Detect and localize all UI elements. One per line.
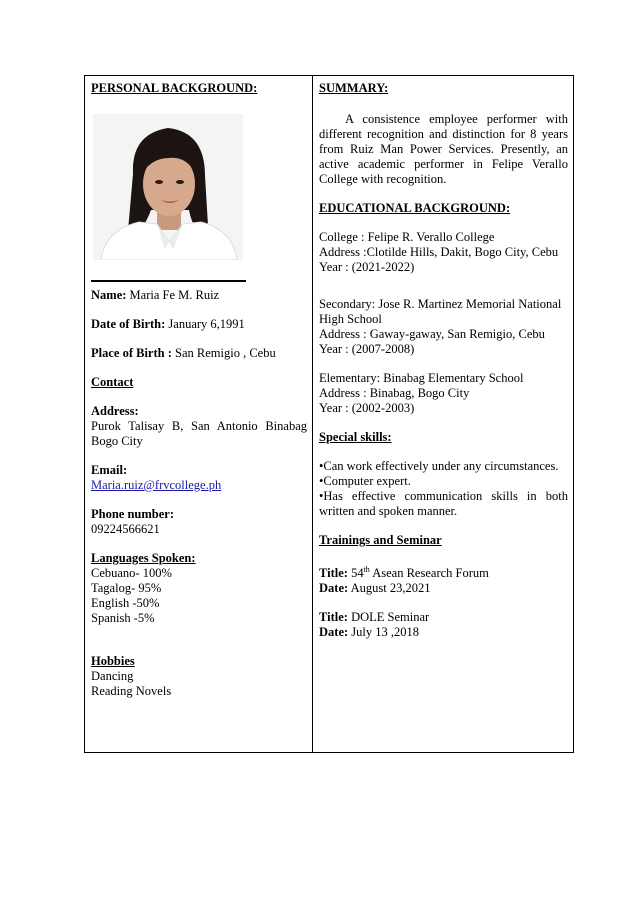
training1-date-value: August 23,2021 [350, 581, 431, 596]
email-label: Email: [91, 463, 128, 477]
college-address: Address :Clotilde Hills, Dakit, Bogo City, Cebu [319, 245, 559, 259]
training2-title-label: Title: [319, 610, 348, 625]
personal-background-heading: PERSONAL BACKGROUND: [91, 81, 258, 95]
summary-text: A consistence employee performer with different recognition and distinction for 8 years from Ruiz Man Power Services. Presently, an active academic performer in Felipe Verallo College with recognition. [319, 112, 568, 186]
training2-date-value: July 13 ,2018 [351, 625, 419, 640]
profile-photo-illustration [93, 114, 243, 260]
elementary-line: Elementary: Binabag Elementary School [319, 371, 524, 385]
phone-value: 09224566621 [91, 522, 160, 536]
contact-heading: Contact [91, 375, 134, 389]
secondary-line: Secondary: Jose R. Martinez Memorial National High School [319, 297, 562, 326]
dob-line [91, 317, 307, 332]
name-line [91, 288, 307, 303]
dob-value: January 6,1991 [168, 317, 245, 331]
pob-value: San Remigio , Cebu [175, 346, 276, 360]
elementary-address: Address : Binabag, Bogo City [319, 386, 470, 400]
photo-underline [91, 280, 246, 282]
skills-heading: Special skills: [319, 430, 392, 444]
summary-heading: SUMMARY: [319, 81, 389, 95]
right-column [313, 76, 573, 752]
training1-title-num: 54 [351, 566, 364, 581]
secondary-year: Year : (2007-2008) [319, 342, 415, 356]
training2-title [319, 610, 568, 625]
address-value: Purok Talisay B, San Antonio Binabag Bogo City [91, 419, 307, 448]
training1-date-label: Date: [319, 581, 349, 596]
training2-title-value: DOLE Seminar [351, 610, 430, 625]
email-link[interactable]: Maria.ruiz@frvcollege.ph [91, 478, 222, 492]
name-label: Name: [91, 288, 127, 302]
hobbies-heading: Hobbies [91, 654, 135, 668]
elementary-year: Year : (2002-2003) [319, 401, 415, 415]
address-label: Address: [91, 404, 139, 418]
language-item: Cebuano- 100% [91, 566, 172, 580]
name-value: Maria Fe M. Ruiz [129, 288, 220, 302]
language-item: Tagalog- 95% [91, 581, 162, 595]
training2-date-label: Date: [319, 625, 349, 640]
languages-heading: Languages Spoken: [91, 551, 196, 565]
training1-title-label: Title: [319, 566, 348, 581]
education-heading: EDUCATIONAL BACKGROUND: [319, 201, 511, 215]
pob-label: Place of Birth : [91, 346, 172, 360]
pob-line [91, 346, 307, 361]
dob-label: Date of Birth: [91, 317, 166, 331]
training1-date [319, 581, 568, 596]
training1-title-sup: th [363, 565, 370, 574]
training1-title-rest: Asean Research Forum [372, 566, 489, 581]
college-line: College : Felipe R. Verallo College [319, 230, 495, 244]
training1-title [319, 562, 568, 581]
language-item: English -50% [91, 596, 160, 610]
resume-table [84, 75, 574, 753]
secondary-address: Address : Gaway-gaway, San Remigio, Cebu [319, 327, 545, 341]
trainings-heading: Trainings and Seminar [319, 533, 442, 547]
language-item: Spanish -5% [91, 611, 155, 625]
left-column [85, 76, 313, 752]
skill-item: •Computer expert. [319, 474, 411, 488]
phone-label: Phone number: [91, 507, 174, 521]
skill-item: •Can work effectively under any circumstances. [319, 459, 559, 473]
photo-area [91, 114, 307, 272]
hobby-item: Reading Novels [91, 684, 172, 698]
hobby-item: Dancing [91, 669, 134, 683]
college-year: Year : (2021-2022) [319, 260, 415, 274]
skill-item: •Has effective communication skills in both written and spoken manner. [319, 489, 568, 518]
training2-date [319, 625, 568, 640]
profile-photo [93, 114, 243, 260]
